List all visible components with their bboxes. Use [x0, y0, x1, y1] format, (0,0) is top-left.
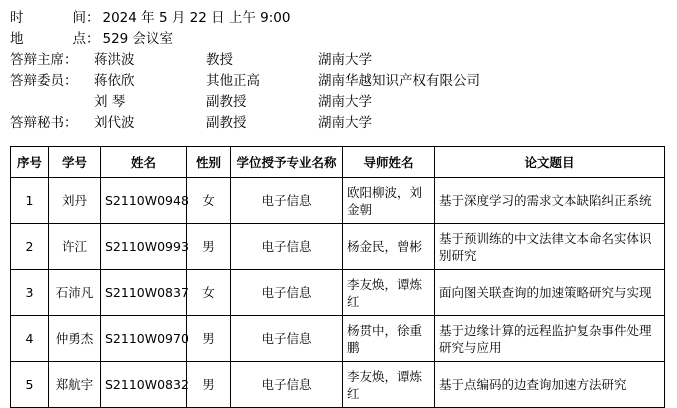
member-2-affiliation: 湖南大学	[318, 94, 372, 110]
cell-major: 电子信息	[231, 362, 343, 408]
cell-index: 3	[11, 270, 49, 316]
defense-info-block	[10, 8, 667, 134]
time-label-char-1: 时	[10, 10, 24, 26]
member-1-name: 蒋依欣	[94, 73, 135, 89]
secretary-affiliation: 湖南大学	[318, 115, 372, 131]
cell-major: 电子信息	[231, 178, 343, 224]
cell-thesis-title: 基于预训练的中文法律文本命名实体识别研究	[435, 224, 665, 270]
cell-student-no: 郑航宇	[49, 362, 101, 408]
member-1-title: 其他正高	[206, 73, 260, 89]
cell-advisor: 李友焕，谭炼红	[343, 362, 435, 408]
cell-thesis-title: 基于边缘计算的远程监护复杂事件处理研究与应用	[435, 316, 665, 362]
info-row-time	[10, 8, 667, 29]
cell-index: 5	[11, 362, 49, 408]
chair-title: 教授	[206, 52, 233, 68]
column-header-sex: 性别	[187, 147, 231, 178]
table-row	[11, 224, 665, 270]
committee-row-secretary	[10, 113, 667, 134]
cell-sex: 女	[187, 270, 231, 316]
table-row	[11, 270, 665, 316]
cell-major: 电子信息	[231, 224, 343, 270]
cell-student-no: 石沛凡	[49, 270, 101, 316]
column-header-index: 序号	[11, 147, 49, 178]
cell-index: 1	[11, 178, 49, 224]
table-row	[11, 362, 665, 408]
column-header-thesis-title: 论文题目	[435, 147, 665, 178]
column-header-major: 学位授予专业名称	[231, 147, 343, 178]
committee-row-member-1	[10, 71, 667, 92]
cell-student-no: 刘丹	[49, 178, 101, 224]
cell-thesis-title: 基于点编码的边查询加速方法研究	[435, 362, 665, 408]
chair-role: 答辩主席：	[10, 52, 78, 68]
thesis-table	[10, 146, 665, 408]
cell-advisor: 杨金民，曾彬	[343, 224, 435, 270]
table-row	[11, 178, 665, 224]
time-label	[10, 8, 86, 29]
chair-affiliation: 湖南大学	[318, 52, 372, 68]
chair-name: 蒋洪波	[94, 52, 135, 68]
cell-sex: 男	[187, 362, 231, 408]
secretary-role: 答辩秘书：	[10, 115, 78, 131]
column-header-advisor: 导师姓名	[343, 147, 435, 178]
table-row	[11, 316, 665, 362]
cell-index: 4	[11, 316, 49, 362]
secretary-title: 副教授	[206, 115, 247, 131]
committee-row-chair	[10, 50, 667, 71]
time-label-char-2: 间	[72, 10, 86, 26]
location-value: 529 会议室	[102, 31, 174, 47]
cell-sex: 男	[187, 224, 231, 270]
table-header-row	[11, 147, 665, 178]
cell-advisor: 杨贯中，徐重鹏	[343, 316, 435, 362]
column-header-name: 姓名	[101, 147, 187, 178]
cell-student-id: S2110W0970	[101, 316, 187, 362]
location-colon: ：	[86, 31, 100, 47]
location-label-char-1: 地	[10, 31, 24, 47]
cell-student-no: 许江	[49, 224, 101, 270]
member-2-name: 刘 琴	[94, 94, 126, 110]
cell-sex: 女	[187, 178, 231, 224]
cell-major: 电子信息	[231, 316, 343, 362]
time-colon: ：	[86, 10, 100, 26]
cell-advisor: 欧阳柳波，刘金朝	[343, 178, 435, 224]
cell-thesis-title: 基于深度学习的需求文本缺陷纠正系统	[435, 178, 665, 224]
cell-index: 2	[11, 224, 49, 270]
cell-student-no: 仲勇杰	[49, 316, 101, 362]
secretary-name: 刘代波	[94, 115, 135, 131]
thesis-table-wrapper	[10, 146, 667, 408]
location-label	[10, 29, 86, 50]
cell-sex: 男	[187, 316, 231, 362]
member-1-affiliation: 湖南华越知识产权有限公司	[318, 73, 480, 89]
cell-thesis-title: 面向图关联查询的加速策略研究与实现	[435, 270, 665, 316]
member-1-role: 答辩委员：	[10, 73, 78, 89]
committee-row-member-2	[10, 92, 667, 113]
location-label-char-2: 点	[72, 31, 86, 47]
cell-advisor: 李友焕，谭炼红	[343, 270, 435, 316]
cell-student-id: S2110W0948	[101, 178, 187, 224]
info-row-location	[10, 29, 667, 50]
cell-student-id: S2110W0993	[101, 224, 187, 270]
cell-student-id: S2110W0832	[101, 362, 187, 408]
member-2-title: 副教授	[206, 94, 247, 110]
time-value: 2024 年 5 月 22 日 上午 9:00	[102, 10, 291, 26]
column-header-student-no: 学号	[49, 147, 101, 178]
cell-major: 电子信息	[231, 270, 343, 316]
cell-student-id: S2110W0837	[101, 270, 187, 316]
